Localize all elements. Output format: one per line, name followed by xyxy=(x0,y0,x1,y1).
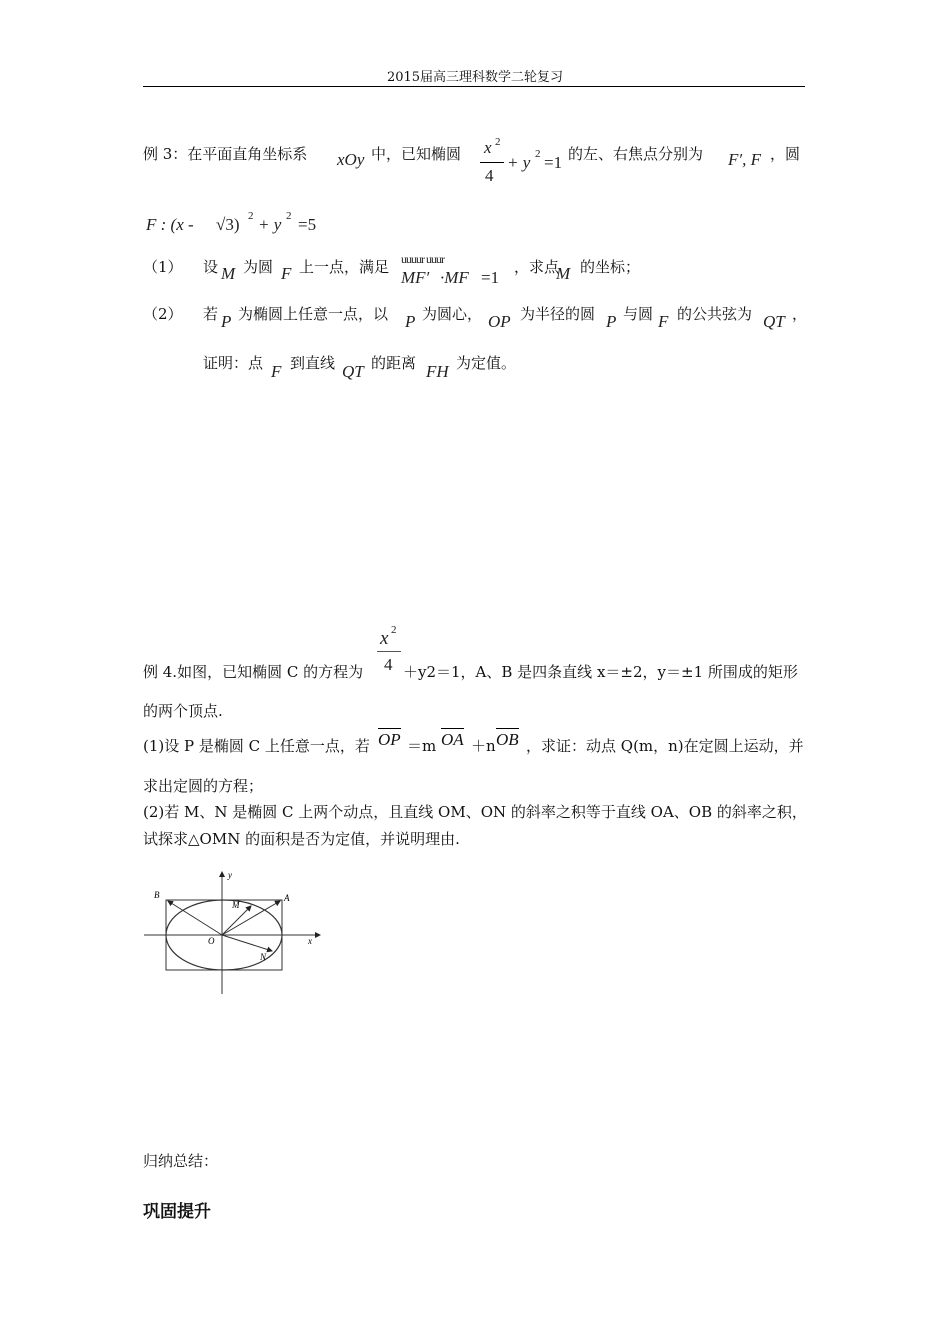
ex3-intro: 例 3：在平面直角坐标系 xyxy=(143,145,308,163)
ex3-p2-b: 为椭圆上任意一点，以 xyxy=(238,305,389,323)
label-y: y xyxy=(228,870,232,880)
ex3-p1-a: 设 xyxy=(203,258,219,276)
ex4-plus-n: ＋n xyxy=(471,737,496,755)
summary-heading: 归纳总结： xyxy=(143,1152,219,1170)
ex3-p2-QT: QT xyxy=(763,312,785,331)
ex3-p2-F2: F xyxy=(271,362,282,381)
ex3-intro-b: 中，已知椭圆 xyxy=(371,145,462,163)
ex3-p2-QT2: QT xyxy=(342,362,364,381)
ex3-frac-bar xyxy=(480,162,504,163)
ex3-vec-dotMF: ·MF xyxy=(440,268,469,287)
ex3-p2-OP: OP xyxy=(488,312,511,331)
ex3-p1-c: 上一点，满足 xyxy=(299,258,390,276)
ex3-p2-P3: P xyxy=(606,312,617,331)
ex3-p2-a: 若 xyxy=(203,305,219,323)
header-rule xyxy=(143,86,805,87)
ex4-frac-sq: 2 xyxy=(391,624,397,636)
vec-OP: OP xyxy=(378,730,401,749)
ex4-line6: 试探求△OMN 的面积是否为定值，并说明理由. xyxy=(143,830,460,848)
ex4-eq-m: ＝m xyxy=(407,737,437,755)
ex3-p2-j: 的距离 xyxy=(371,354,417,372)
ex3-p2-F: F xyxy=(658,312,669,331)
ex3-p2-i: 到直线 xyxy=(290,354,336,372)
ex3-circle-eq-b: + y xyxy=(258,215,282,234)
label-x: x xyxy=(308,936,312,946)
ex3-p2-c: 为圆心， xyxy=(422,305,483,323)
ex3-eq1b: =1 xyxy=(481,268,500,287)
label-A: A xyxy=(284,893,290,903)
ex3-sqrt3: √3) xyxy=(216,215,240,234)
ex3-p1-b: 为圆 xyxy=(243,258,274,276)
ex3-circle-sq: 2 xyxy=(248,210,254,222)
vec-OA: OA xyxy=(441,730,464,749)
ex3-p2-d: 为半径的圆 xyxy=(520,305,596,323)
label-O: O xyxy=(208,936,215,946)
ex4-line1-b: ＋y2＝1，A、B 是四条直线 x＝±2，y＝±1 所围成的矩形 xyxy=(403,663,798,681)
label-B: B xyxy=(154,890,160,900)
consolidate-heading: 巩固提升 xyxy=(143,1202,211,1222)
ex3-circle-eq-a: F : (x - xyxy=(146,215,194,234)
ex3-p1-M2: M xyxy=(556,264,571,283)
ex3-circle-y-sq: 2 xyxy=(286,210,292,222)
ex3-plus-y: + y xyxy=(507,153,531,172)
ex3-intro-d: ，圆 xyxy=(770,145,801,163)
vector-ON xyxy=(222,935,272,951)
ex4-line3-a: (1)设 P 是椭圆 C 上任意一点，若 xyxy=(143,737,370,755)
vector-OB xyxy=(168,901,222,935)
ex3-p2-h: 证明：点 xyxy=(203,354,264,372)
ex4-line2: 的两个顶点. xyxy=(143,702,223,720)
ex3-frac-num: x xyxy=(484,138,492,157)
ex4-line1-a: 例 4.如图，已知椭圆 C 的方程为 xyxy=(143,663,364,681)
ex3-eq1: =1 xyxy=(544,153,563,172)
ex4-frac-den: 4 xyxy=(384,655,393,674)
ex3-p2-P2: P xyxy=(405,312,416,331)
ex4-line5: (2)若 M、N 是椭圆 C 上两个动点，且直线 OM、ON 的斜率之积等于直线 OA、OB 的斜率之积， xyxy=(143,803,807,821)
ex3-p1-num: （1） xyxy=(143,258,183,276)
ex3-frac-num-sq: 2 xyxy=(495,136,501,148)
ex3-p2-e: 与圆 xyxy=(623,305,654,323)
ex3-p1-F: F xyxy=(281,264,292,283)
ex3-vec-marks: uuuur uuur xyxy=(401,252,444,266)
ex3-p1-e: 的坐标； xyxy=(580,258,641,276)
ex4-line4: 求出定圆的方程； xyxy=(143,777,264,795)
ex3-p2-num: （2） xyxy=(143,305,183,323)
ex3-p1-d: ，求点 xyxy=(514,258,560,276)
ex3-vec-MFp: MF′ xyxy=(401,268,430,287)
ex4-frac-bar xyxy=(377,651,401,652)
ex3-p1-M: M xyxy=(221,264,236,283)
ex3-xoy: xOy xyxy=(337,150,365,169)
label-M: M xyxy=(232,900,240,910)
ex3-foci: F′, F xyxy=(728,150,761,169)
ex3-p2-FH: FH xyxy=(426,362,449,381)
ex3-frac-den: 4 xyxy=(485,166,494,185)
ex3-eq5: =5 xyxy=(298,215,317,234)
ex3-p2-g: ， xyxy=(792,305,808,323)
ellipse-figure xyxy=(140,866,330,1001)
ex3-intro-c: 的左、右焦点分别为 xyxy=(568,145,704,163)
ex4-frac-num: x xyxy=(380,628,389,649)
page-header: 2015届高三理科数学二轮复习 xyxy=(386,70,564,85)
ex3-y-sq: 2 xyxy=(535,148,541,160)
ex3-p2-k: 为定值。 xyxy=(456,354,517,372)
vec-OB: OB xyxy=(496,730,519,749)
label-N: N xyxy=(260,952,267,962)
ex3-p2-P: P xyxy=(221,312,232,331)
ex3-p2-f: 的公共弦为 xyxy=(677,305,753,323)
ex4-line3-b: ，求证：动点 Q(m，n)在定圆上运动，并 xyxy=(526,737,804,755)
